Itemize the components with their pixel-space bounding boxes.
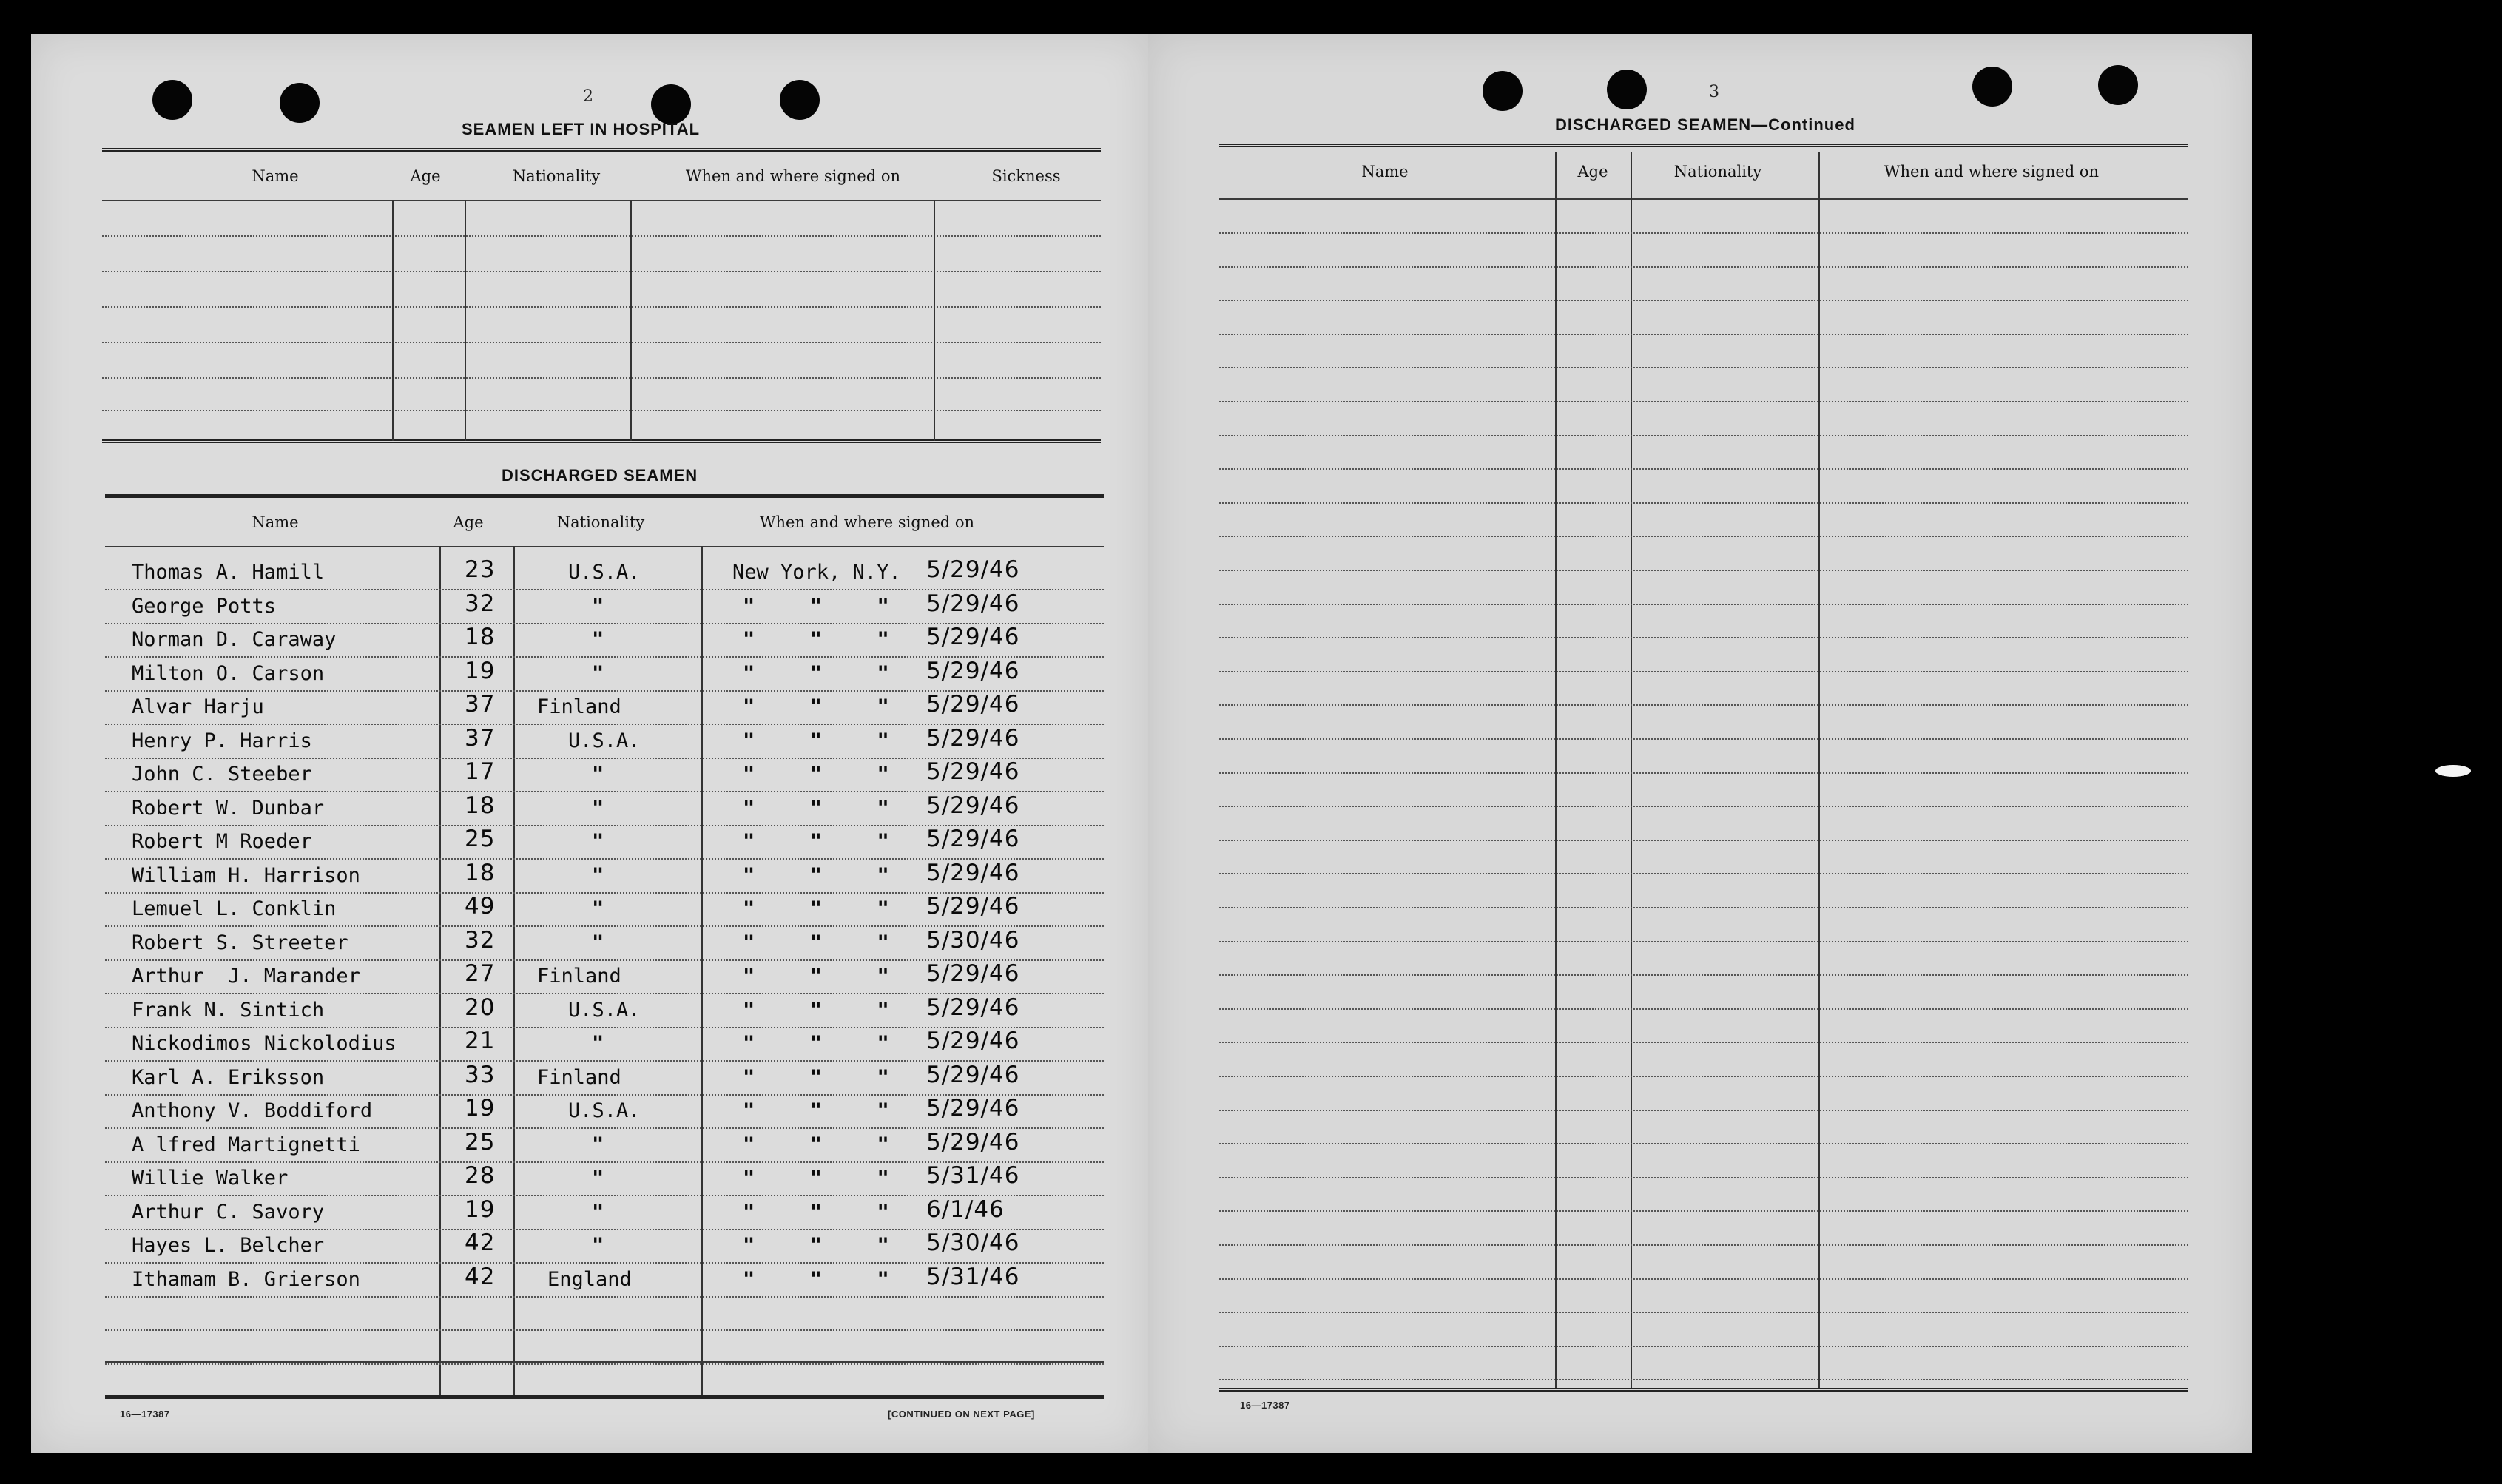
seaman-nationality: " bbox=[592, 1032, 604, 1055]
seaman-name: Norman D. Caraway bbox=[132, 628, 337, 651]
discharged-section-title: DISCHARGED SEAMEN bbox=[502, 466, 698, 485]
seaman-name: Karl A. Eriksson bbox=[132, 1065, 325, 1089]
signed-on-place: " " " bbox=[743, 796, 900, 820]
signed-on-place: " " " bbox=[743, 1099, 900, 1122]
punch-hole bbox=[2098, 65, 2138, 105]
signed-on-place: " " " bbox=[743, 1200, 900, 1224]
signed-on-place: " " " bbox=[743, 1267, 900, 1291]
punch-hole bbox=[780, 80, 820, 120]
table-row bbox=[1219, 1244, 2188, 1246]
page-title: DISCHARGED SEAMEN—Continued bbox=[1555, 115, 1855, 134]
seaman-name: Thomas A. Hamill bbox=[132, 561, 325, 584]
scan-artifact bbox=[2435, 765, 2471, 777]
signed-on-place: " " " bbox=[743, 1234, 900, 1257]
seaman-name: A lfred Martignetti bbox=[132, 1133, 360, 1156]
seaman-age: 18 bbox=[465, 859, 496, 886]
signed-on-place: " " " bbox=[743, 931, 900, 954]
table-row bbox=[1219, 536, 2188, 537]
seaman-name: Arthur J. Marander bbox=[132, 965, 360, 988]
signed-on-date: 5/31/46 bbox=[926, 1263, 1020, 1290]
table-row bbox=[1219, 637, 2188, 638]
signed-on-date: 5/29/46 bbox=[926, 590, 1020, 617]
signed-on-date: 5/29/46 bbox=[926, 691, 1020, 718]
seaman-name: Frank N. Sintich bbox=[132, 998, 325, 1022]
signed-on-place: " " " bbox=[743, 1065, 900, 1089]
seaman-age: 42 bbox=[465, 1263, 496, 1290]
signed-on-place: " " " bbox=[743, 897, 900, 920]
table-row bbox=[1219, 1110, 2188, 1111]
signed-on-place: " " " bbox=[743, 1133, 900, 1156]
table-row bbox=[1219, 1042, 2188, 1043]
signed-on-date: 5/29/46 bbox=[926, 1095, 1020, 1122]
form-number: 16—17387 bbox=[1240, 1400, 1290, 1411]
table-row bbox=[1219, 1278, 2188, 1280]
table-row bbox=[1219, 1210, 2188, 1212]
table-row bbox=[105, 1329, 1104, 1331]
seaman-nationality: " bbox=[592, 830, 604, 853]
form-number: 16—17387 bbox=[120, 1409, 170, 1420]
left-page bbox=[31, 34, 1148, 1453]
signed-on-date: 5/29/46 bbox=[926, 657, 1020, 684]
signed-on-date: 5/29/46 bbox=[926, 758, 1020, 785]
table-row bbox=[1219, 435, 2188, 436]
col-signed-on: When and where signed on bbox=[759, 513, 975, 531]
seaman-age: 37 bbox=[465, 691, 496, 718]
punch-hole bbox=[280, 83, 320, 123]
seaman-nationality: " bbox=[592, 796, 604, 820]
table-row bbox=[1219, 941, 2188, 942]
table-row bbox=[1219, 738, 2188, 740]
seaman-nationality: " bbox=[592, 863, 604, 887]
seaman-name: Hayes L. Belcher bbox=[132, 1234, 325, 1257]
col-name: Name bbox=[252, 513, 299, 531]
seaman-nationality: U.S.A. bbox=[568, 729, 641, 752]
signed-on-date: 5/29/46 bbox=[926, 1028, 1020, 1054]
seaman-name: George Potts bbox=[132, 594, 277, 618]
col-nationality: Nationality bbox=[1673, 163, 1762, 181]
right-page bbox=[1148, 34, 2252, 1453]
seaman-age: 18 bbox=[465, 792, 496, 819]
seaman-age: 32 bbox=[465, 926, 496, 954]
table-row bbox=[1219, 1312, 2188, 1313]
col-signed-on: When and where signed on bbox=[1884, 163, 2100, 181]
seaman-name: Willie Walker bbox=[132, 1167, 289, 1190]
seaman-name: Robert W. Dunbar bbox=[132, 796, 325, 820]
table-row bbox=[1219, 840, 2188, 841]
seaman-age: 23 bbox=[465, 556, 496, 583]
signed-on-place: " " " bbox=[743, 998, 900, 1022]
signed-on-place: " " " bbox=[743, 1032, 900, 1055]
seaman-name: Robert M Roeder bbox=[132, 830, 312, 853]
col-nationality: Nationality bbox=[512, 167, 601, 185]
signed-on-date: 5/31/46 bbox=[926, 1162, 1020, 1189]
seaman-name: Henry P. Harris bbox=[132, 729, 312, 752]
seaman-age: 19 bbox=[465, 657, 496, 684]
table-row bbox=[1219, 232, 2188, 234]
signed-on-date: 5/29/46 bbox=[926, 724, 1020, 752]
table-row bbox=[1219, 671, 2188, 672]
seaman-age: 21 bbox=[465, 1028, 496, 1054]
seaman-age: 28 bbox=[465, 1162, 496, 1189]
hospital-section-title: SEAMEN LEFT IN HOSPITAL bbox=[462, 120, 701, 138]
seaman-nationality: Finland bbox=[537, 695, 621, 718]
seaman-name: Nickodimos Nickolodius bbox=[132, 1032, 397, 1055]
signed-on-place: " " " bbox=[743, 695, 900, 718]
seaman-nationality: " bbox=[592, 661, 604, 685]
table-row bbox=[1219, 1177, 2188, 1178]
punch-hole bbox=[651, 84, 691, 124]
col-age: Age bbox=[1577, 163, 1608, 181]
signed-on-date: 5/30/46 bbox=[926, 1230, 1020, 1256]
table-row bbox=[1219, 772, 2188, 774]
table-row bbox=[1219, 401, 2188, 402]
seaman-age: 42 bbox=[465, 1230, 496, 1256]
seaman-name: John C. Steeber bbox=[132, 763, 312, 786]
page-number: 2 bbox=[583, 87, 593, 106]
seaman-age: 32 bbox=[465, 590, 496, 617]
seaman-age: 25 bbox=[465, 1128, 496, 1156]
seaman-nationality: " bbox=[592, 1200, 604, 1224]
table-row bbox=[1219, 704, 2188, 706]
signed-on-date: 5/29/46 bbox=[926, 960, 1020, 987]
table-row bbox=[1219, 604, 2188, 605]
col-signed-on: When and where signed on bbox=[685, 167, 901, 185]
col-age: Age bbox=[410, 167, 441, 185]
signed-on-date: 6/1/46 bbox=[926, 1195, 1005, 1223]
seaman-nationality: " bbox=[592, 931, 604, 954]
table-row bbox=[1219, 266, 2188, 268]
punch-hole bbox=[152, 80, 192, 120]
table-row bbox=[1219, 334, 2188, 335]
seaman-nationality: " bbox=[592, 1234, 604, 1257]
signed-on-place: " " " bbox=[743, 965, 900, 988]
seaman-nationality: " bbox=[592, 1133, 604, 1156]
seaman-nationality: " bbox=[592, 628, 604, 651]
seaman-name: Lemuel L. Conklin bbox=[132, 897, 337, 920]
signed-on-date: 5/29/46 bbox=[926, 556, 1020, 583]
seaman-age: 37 bbox=[465, 724, 496, 752]
col-nationality: Nationality bbox=[556, 513, 645, 531]
signed-on-place: " " " bbox=[743, 830, 900, 853]
col-age: Age bbox=[453, 513, 484, 531]
table-row bbox=[1219, 367, 2188, 368]
table-row bbox=[105, 1363, 1104, 1365]
signed-on-place: " " " bbox=[743, 594, 900, 618]
seaman-nationality: U.S.A. bbox=[568, 998, 641, 1022]
seaman-nationality: England bbox=[547, 1267, 632, 1291]
signed-on-date: 5/29/46 bbox=[926, 994, 1020, 1021]
table-row bbox=[1219, 570, 2188, 571]
seaman-age: 49 bbox=[465, 893, 496, 920]
seaman-age: 19 bbox=[465, 1095, 496, 1122]
seaman-age: 20 bbox=[465, 994, 496, 1021]
table-row bbox=[1219, 1379, 2188, 1380]
seaman-age: 18 bbox=[465, 624, 496, 650]
signed-on-place: " " " bbox=[743, 863, 900, 887]
seaman-name: William H. Harrison bbox=[132, 863, 360, 887]
punch-hole bbox=[1607, 70, 1647, 109]
table-row bbox=[1219, 974, 2188, 976]
col-name: Name bbox=[252, 167, 299, 185]
seaman-name: Anthony V. Boddiford bbox=[132, 1099, 373, 1122]
signed-on-place: " " " bbox=[743, 729, 900, 752]
signed-on-place: " " " bbox=[743, 628, 900, 651]
seaman-name: Alvar Harju bbox=[132, 695, 264, 718]
table-row bbox=[1219, 1143, 2188, 1144]
seaman-age: 17 bbox=[465, 758, 496, 785]
seaman-age: 27 bbox=[465, 960, 496, 987]
seaman-name: Robert S. Streeter bbox=[132, 931, 348, 954]
seaman-age: 25 bbox=[465, 826, 496, 852]
seaman-age: 19 bbox=[465, 1195, 496, 1223]
signed-on-date: 5/30/46 bbox=[926, 926, 1020, 954]
signed-on-date: 5/29/46 bbox=[926, 893, 1020, 920]
signed-on-place: " " " bbox=[743, 661, 900, 685]
table-row bbox=[1219, 1008, 2188, 1010]
col-name: Name bbox=[1361, 163, 1409, 181]
table-row bbox=[1219, 1076, 2188, 1077]
seaman-name: Milton O. Carson bbox=[132, 661, 325, 685]
table-row bbox=[1219, 873, 2188, 874]
table-row bbox=[1219, 502, 2188, 504]
seaman-age: 33 bbox=[465, 1061, 496, 1088]
continued-note: [CONTINUED ON NEXT PAGE] bbox=[888, 1409, 1035, 1420]
seaman-nationality: " bbox=[592, 763, 604, 786]
table-row bbox=[1219, 468, 2188, 470]
signed-on-date: 5/29/46 bbox=[926, 826, 1020, 852]
seaman-nationality: " bbox=[592, 897, 604, 920]
seaman-name: Ithamam B. Grierson bbox=[132, 1267, 360, 1291]
seaman-nationality: Finland bbox=[537, 965, 621, 988]
signed-on-place: New York, N.Y. bbox=[732, 561, 901, 584]
table-row bbox=[1219, 300, 2188, 301]
page-number: 3 bbox=[1709, 83, 1719, 101]
seaman-nationality: " bbox=[592, 1167, 604, 1190]
col-sickness: Sickness bbox=[991, 167, 1061, 185]
signed-on-place: " " " bbox=[743, 763, 900, 786]
seaman-nationality: " bbox=[592, 594, 604, 618]
signed-on-date: 5/29/46 bbox=[926, 859, 1020, 886]
signed-on-date: 5/29/46 bbox=[926, 1128, 1020, 1156]
seaman-nationality: U.S.A. bbox=[568, 1099, 641, 1122]
table-row bbox=[1219, 806, 2188, 807]
signed-on-date: 5/29/46 bbox=[926, 792, 1020, 819]
seaman-nationality: Finland bbox=[537, 1065, 621, 1089]
seaman-nationality: U.S.A. bbox=[568, 561, 641, 584]
punch-hole bbox=[1483, 71, 1523, 111]
table-row bbox=[1219, 907, 2188, 908]
table-row bbox=[1219, 1346, 2188, 1347]
signed-on-place: " " " bbox=[743, 1167, 900, 1190]
signed-on-date: 5/29/46 bbox=[926, 624, 1020, 650]
punch-hole bbox=[1972, 67, 2012, 107]
seaman-name: Arthur C. Savory bbox=[132, 1200, 325, 1224]
signed-on-date: 5/29/46 bbox=[926, 1061, 1020, 1088]
